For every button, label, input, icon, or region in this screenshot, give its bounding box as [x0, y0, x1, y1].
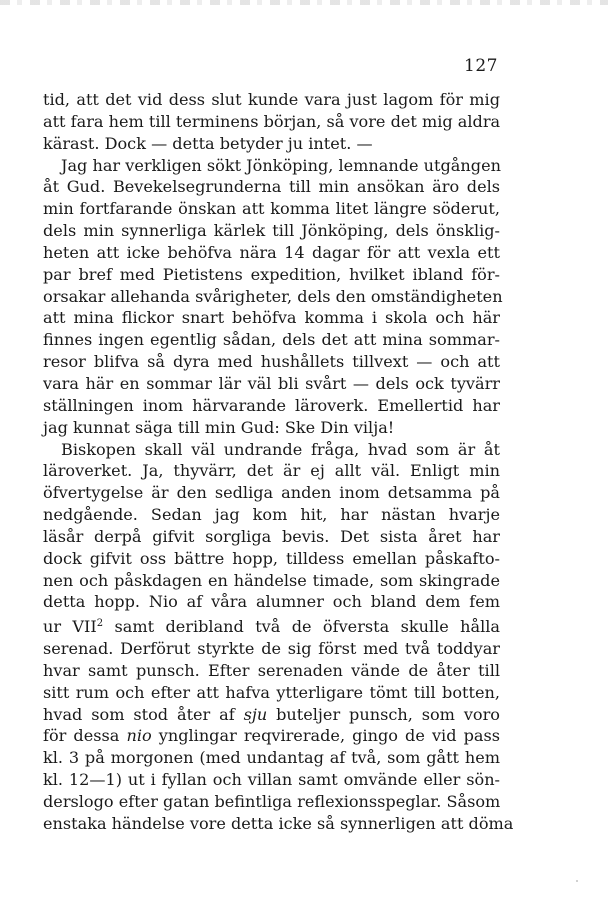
line-text: kärast. Dock — detta betyder ju intet. — — [43, 133, 373, 153]
line-text: tid, att det vid dess slut kunde vara just lagom för mig — [43, 90, 500, 109]
line-text: resor blifva så dyra med hushållets tillvext — och att — [43, 352, 500, 372]
body-text — [43, 89, 514, 835]
line-text: för dessa — [43, 726, 127, 746]
line-text: jag kunnat säga till min Gud: Ske Din vilja! — [43, 417, 395, 437]
text-line — [43, 373, 500, 395]
text-line — [43, 548, 500, 570]
text-line — [43, 351, 500, 373]
text-line — [43, 682, 500, 704]
text-line — [43, 769, 500, 791]
line-text: enstaka händelse vore detta icke så synnerligen att döma — [43, 813, 514, 833]
text-line — [43, 482, 500, 504]
line-text: öfvertygelse är den sedliga anden inom detsamma på — [43, 483, 500, 503]
line-text-continued: samt deribland två de öfversta skulle hålla — [103, 617, 500, 637]
text-line — [43, 155, 500, 177]
text-line — [43, 439, 500, 461]
line-text: hvar samt punsch. Efter serenaden vände de åter till — [43, 660, 500, 680]
line-text: detta hopp. Nio af våra alumner och bland dem fem — [43, 592, 500, 612]
line-text: par bref med Pietistens expedition, hvilket ibland för- — [43, 264, 500, 284]
text-line — [43, 813, 514, 835]
line-text: åt Gud. Bevekelsegrunderna till min ansökan äro dels — [43, 177, 500, 197]
text-line — [43, 638, 500, 660]
text-line — [43, 220, 500, 242]
line-text: heten att icke behöfva nära 14 dagar för att vexla ett — [43, 242, 500, 262]
line-text-continued: ynglingar reqvirerade, gingo de vid pass — [151, 726, 501, 746]
line-text: ställningen inom härvarande läroverk. Emellertid har — [43, 395, 500, 415]
text-line — [43, 725, 500, 747]
text-line — [43, 176, 500, 198]
line-text: vara här en sommar lär väl bli svårt — dels ock tyvärr — [43, 373, 500, 393]
line-text: att mina flickor snart behöfva komma i skola och här — [43, 308, 500, 328]
line-text: finnes ingen egentlig sådan, dels det att mina sommar- — [43, 330, 500, 350]
scan-speck — [576, 880, 578, 882]
line-text: hvad som stod åter af — [43, 704, 244, 724]
italic-word: nio — [126, 726, 152, 746]
page-number: 127 — [464, 56, 498, 76]
line-text: läsår derpå gifvit sorgliga bevis. Det sista året har — [43, 526, 500, 546]
text-line — [43, 660, 500, 682]
text-line — [43, 395, 500, 417]
text-line — [43, 89, 500, 111]
italic-word: sju — [243, 704, 268, 724]
text-line — [43, 704, 500, 726]
text-line — [43, 307, 500, 329]
line-text: nen och påskdagen en händelse timade, som skingrade — [43, 570, 500, 590]
text-line — [43, 242, 500, 264]
line-text: kl. 3 på morgonen (med undantag af två, som gått hem — [43, 748, 500, 768]
text-line — [43, 460, 500, 482]
line-text-continued: buteljer punsch, som voro — [267, 704, 500, 724]
text-line — [43, 613, 500, 638]
line-text: dels min synnerliga kärlek till Jönköping, dels önsklig- — [43, 221, 500, 241]
line-text: Jag har verkligen sökt Jönköping, lemnande utgången — [61, 155, 501, 175]
text-line — [43, 504, 500, 526]
text-line — [43, 111, 500, 133]
text-line — [43, 747, 500, 769]
line-text: Biskopen skall väl undrande fråga, hvad som är åt — [61, 439, 500, 459]
text-line — [43, 286, 503, 308]
text-line — [43, 591, 500, 613]
line-text: serenad. Derförut styrkte de sig först med två toddyar — [43, 639, 500, 659]
line-text: orsakar allehanda svårigheter, dels den omständigheten — [43, 286, 503, 306]
superscript: 2 — [96, 618, 104, 630]
text-line — [43, 526, 500, 548]
text-line — [43, 133, 500, 155]
text-line — [43, 570, 500, 592]
text-line — [43, 264, 500, 286]
line-text: läroverket. Ja, thyvärr, det är ej allt väl. Enligt min — [43, 461, 500, 481]
line-text: nedgående. Sedan jag kom hit, har nästan hvarje — [43, 505, 500, 525]
line-text: derslogo efter gatan befintliga reflexionsspeglar. Såsom — [43, 792, 501, 811]
line-text: ur VII — [43, 617, 97, 637]
line-text: sitt rum och efter att hafva ytterligare tömt till botten, — [43, 682, 500, 702]
line-text: kl. 12—1) ut i fyllan och villan samt omvände eller sön- — [43, 770, 500, 790]
text-line — [43, 329, 500, 351]
text-line — [43, 417, 500, 439]
line-text: min fortfarande önskan att komma litet längre söderut, — [43, 199, 500, 219]
text-line — [43, 791, 500, 813]
line-text: att fara hem till terminens början, så vore det mig aldra — [43, 111, 501, 131]
scanned-edge-artifact — [0, 0, 608, 5]
line-text: dock gifvit oss bättre hopp, tilldess emellan påskafto- — [43, 548, 500, 568]
text-line — [43, 198, 500, 220]
